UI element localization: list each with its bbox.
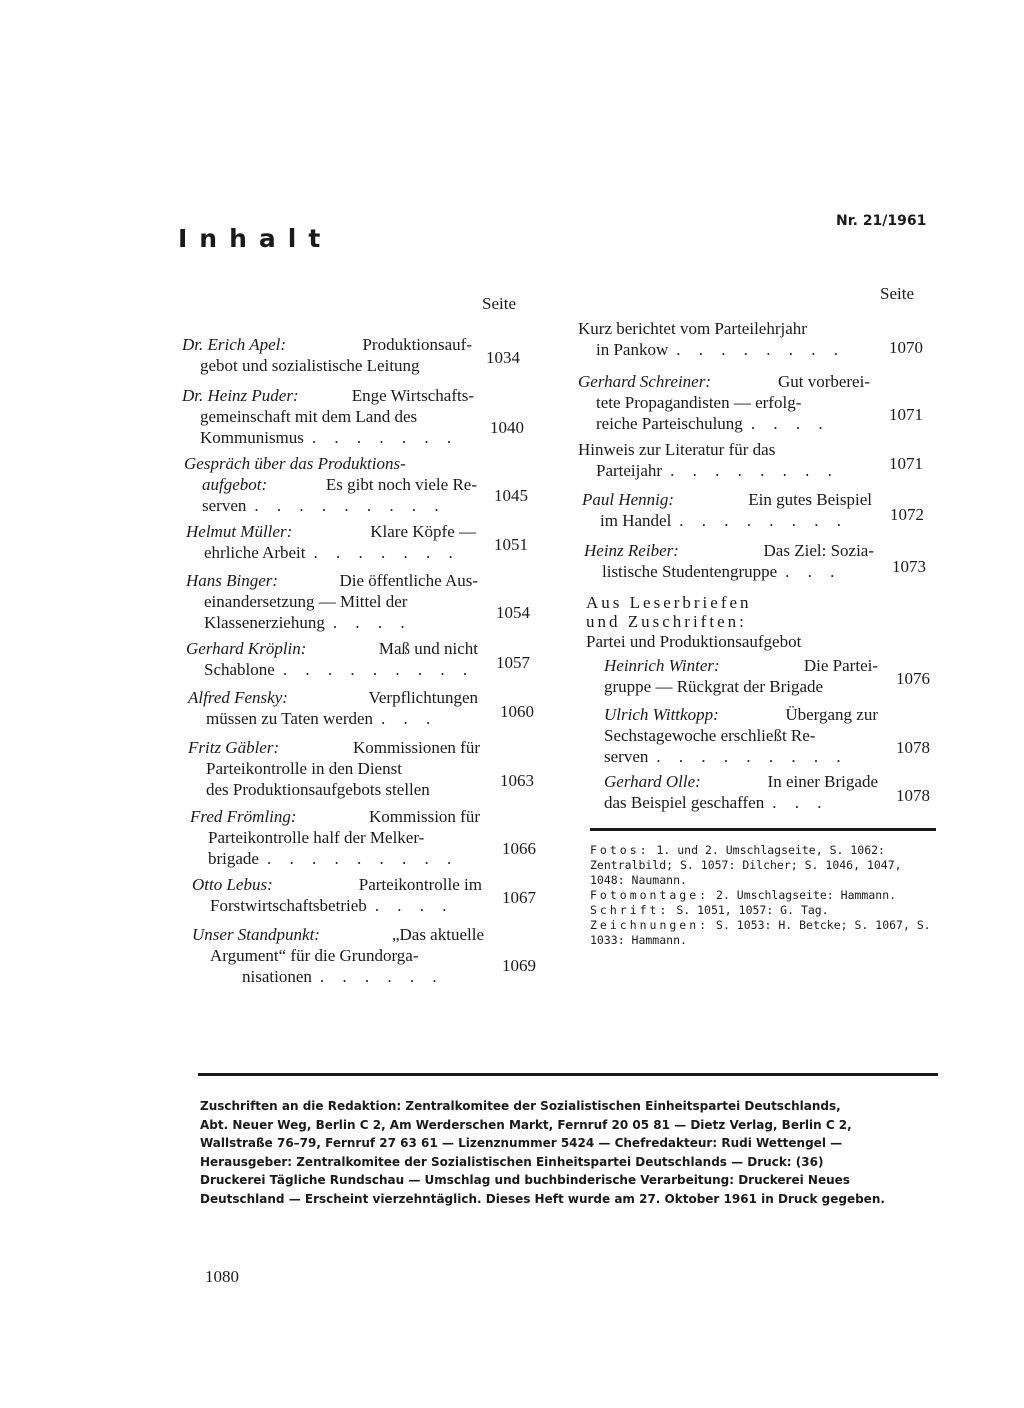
picture-credits	[590, 843, 936, 948]
page-ref: 1034	[486, 348, 520, 367]
toc-entry-winter: Heinrich Winter: Die Partei- gruppe — Rückgrat der Brigade 1076	[604, 656, 930, 696]
page-ref: 1078	[896, 738, 930, 757]
page-ref: 1078	[896, 786, 930, 805]
credit-zeichnungen: Zeichnungen: S. 1053: H. Betcke; S. 1067, S. 1033: Hammann.	[590, 918, 931, 947]
toc-entry-literatur: Hinweis zur Literatur für das Parteijahr . . . . . . . . 1071	[578, 440, 923, 480]
toc-entry-schreiner: Gerhard Schreiner: Gut vorberei- tete Propagandisten — erfolg- reiche Parteischulung . . . . 1071	[578, 372, 923, 433]
credit-fotomontage: Fotomontage: 2. Umschlagseite: Hammann.	[590, 888, 897, 902]
page-ref: 1073	[892, 557, 926, 576]
toc-entry-pankow: Kurz berichtet vom Parteilehrjahr in Pankow . . . . . . . . 1070	[578, 319, 923, 359]
toc-entry-olle: Gerhard Olle: In einer Brigade das Beispiel geschaffen . . . 1078	[604, 772, 930, 812]
credit-fotos: Fotos: 1. und 2. Umschlagseite, S. 1062: Zentralbild; S. 1057: Dilcher; S. 1046, 1047, 1048: Naumann.	[590, 843, 902, 887]
left-column-header: Seite	[482, 294, 516, 313]
issue-number: Nr. 21/1961	[836, 213, 927, 229]
page-ref: 1051	[494, 535, 528, 554]
page-ref: 1069	[502, 956, 536, 975]
toc-entry-standpunkt: Unser Standpunkt: „Das aktuelle Argument“ für die Grundorga- nisationen . . . . . . 1069	[192, 925, 536, 986]
page-ref: 1054	[496, 603, 530, 622]
page-ref: 1070	[889, 338, 923, 357]
toc-entry-fensky: Alfred Fensky: Verpflichtungen müssen zu Taten werden . . . 1060	[188, 688, 534, 728]
letters-subheading: Partei und Produktionsaufgebot	[586, 632, 802, 651]
imprint-divider	[198, 1073, 938, 1076]
credit-schrift: Schrift: S. 1051, 1057: G. Tag.	[590, 903, 829, 917]
page-ref: 1072	[890, 505, 924, 524]
page-title: Inhalt	[178, 224, 333, 253]
page-number: 1080	[205, 1267, 239, 1286]
right-column-header: Seite	[880, 284, 914, 303]
page-ref: 1060	[500, 702, 534, 721]
toc-entry-kroeplin: Gerhard Kröplin: Maß und nicht Schablone . . . . . . . . . 1057	[186, 639, 530, 679]
page-ref: 1067	[502, 888, 536, 907]
page-ref: 1071	[889, 454, 923, 473]
toc-entry-apel: Dr. Erich Apel: Produktionsauf- gebot und sozialistische Leitung 1034	[182, 335, 520, 375]
letters-heading: Aus Leserbriefen und Zuschriften:	[586, 593, 752, 631]
page-ref: 1040	[490, 418, 524, 437]
toc-entry-reiber: Heinz Reiber: Das Ziel: Sozia- listische Studentengruppe . . . 1073	[584, 541, 926, 581]
page-ref: 1045	[494, 486, 528, 505]
imprint: Zuschriften an die Redaktion: Zentralkomitee der Sozialistischen Einheitspartei Deutschlands, Abt. Neuer Weg, Berlin C 2, Am Werderschen Markt, Fernruf 20 05 81 — Dietz Verlag, Berlin C 2, Wallstraße 76–79, Fernruf 27 63 61 — Lizenznummer 5424 — Chefredakteur: Rudi Wettengel — Herausgeber: Zentralkomitee der Sozialistischen Einheitspartei Deutschlands — Druck: (36) Druckerei Tägliche Rundschau — Umschlag und buchbinderische Verarbeitung: Druckerei Neues Deutschland — Erscheint vierzehntäglich. Dieses Heft wurde am 27. Oktober 1961 in Druck gegeben.	[200, 1099, 885, 1206]
divider	[590, 828, 936, 831]
toc-entry-wittkopp: Ulrich Wittkopp: Übergang zur Sechstagewoche erschließt Re- serven . . . . . . . . . 1078	[604, 705, 930, 766]
page-ref: 1076	[896, 669, 930, 688]
toc-entry-mueller: Helmut Müller: Klare Köpfe — ehrliche Arbeit . . . . . . . 1051	[186, 522, 528, 562]
page-ref: 1057	[496, 653, 530, 672]
toc-entry-puder: Dr. Heinz Puder: Enge Wirtschafts- gemeinschaft mit dem Land des Kommunismus . . . . . . . 1040	[182, 386, 524, 447]
toc-entry-froemling: Fred Frömling: Kommission für Parteikontrolle half der Melker- brigade . . . . . . . . . 1066	[190, 807, 536, 868]
page-ref: 1063	[500, 771, 534, 790]
toc-entry-hennig: Paul Hennig: Ein gutes Beispiel im Handel . . . . . . . . 1072	[582, 490, 924, 530]
toc-entry-binger: Hans Binger: Die öffentliche Aus- einandersetzung — Mittel der Klassenerziehung . . . . 1054	[186, 571, 530, 632]
page-ref: 1066	[502, 839, 536, 858]
page-ref: 1071	[889, 405, 923, 424]
toc-entry-gaebler: Fritz Gäbler: Kommissionen für Parteikontrolle in den Dienst des Produktionsaufgebots stellen 1063	[188, 738, 534, 799]
toc-entry-lebus: Otto Lebus: Parteikontrolle im Forstwirtschaftsbetrieb . . . . 1067	[192, 875, 536, 915]
toc-entry-gespraech: Gespräch über das Produktions- aufgebot: Es gibt noch viele Re- serven . . . . . . . . . 1045	[184, 454, 528, 515]
